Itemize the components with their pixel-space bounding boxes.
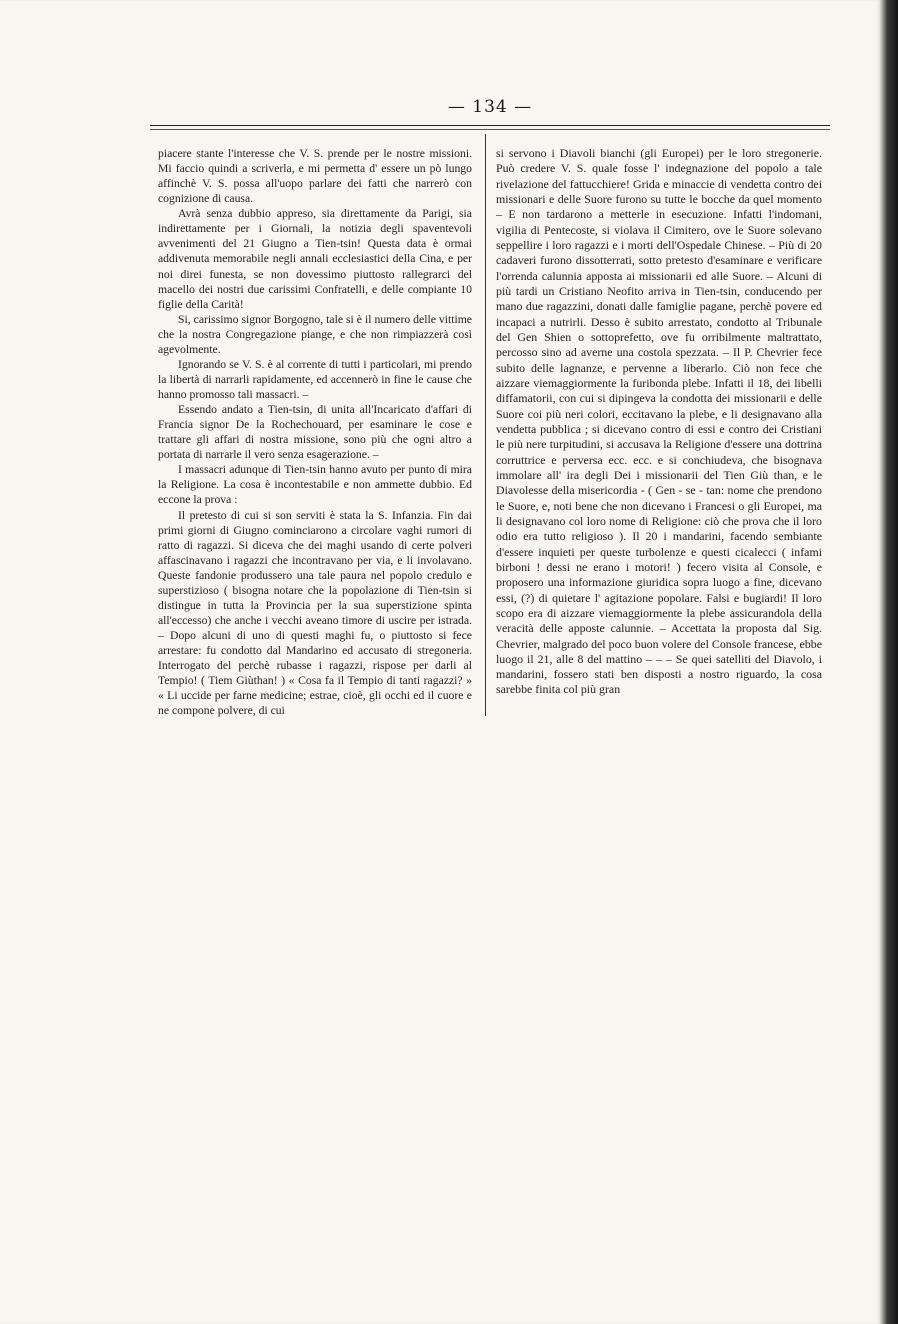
header-rule-thin: [150, 129, 830, 130]
paragraph: Il pretesto di cui si son serviti è stata la S. Infanzia. Fin dai primi giorni di Giugno cominciarono a circolare vaghi rumori di ratto di ragazzi. Si diceva che dei maghi usando di certe polveri affascinavano i ragazzi che incontravano per via, e li involavano. Queste fandonie produssero una tale paura nel popolo credulo e superstizioso ( bisogna notare che la popolazione di Tien-tsin si distingue in tutta la Provincia per la sua superstizione spinta all'eccesso) che anche i vecchi aveano timore di uscire per istrada. – Dopo alcuni di uno di questi maghi fu, o piuttosto si fece arrestare: fu condotto dal Mandarino ed accusato di stregoneria. Interrogato del perchè rubasse i ragazzi, rispose per darli al Tempio! ( Tiem Giùthan! ) « Cosa fa il Tempio di tanti ragazzi? » « Li uccide per farne medicine; estrae, cioè, gli occhi ed il cuore e ne compone polvere, di cui: [158, 508, 472, 718]
right-column: [496, 146, 822, 698]
page-header: [150, 97, 830, 125]
paragraph: Si, carissimo signor Borgogno, tale si è il numero delle vittime che la nostra Congregazione piange, e che non rimpiazzerà così agevolmente.: [158, 312, 472, 356]
paragraph: si servono i Diavoli bianchi (gli Europei) per le loro stregonerie. Può credere V. S. quale fosse l' indegnazione del popolo a tale rivelazione del fattucchiere! Grida e minaccie di vendetta contro dei missionari e delle Suore furono su tutte le bocche da quel momento – E non tardarono a metterle in esecuzione. Infatti l'indomani, vigilia di Pentecoste, si violava il Cimitero, ove le Suore solevano seppellire i loro ragazzi e i morti dell'Ospedale Chinese. – Più di 20 cadaveri furono dissotterrati, sotto pretesto d'esaminare e verificare l'orrenda calunnia apposta ai missionarii ed alle Suore. – Alcuni di più tardi un Cristiano Neofito arriva in Tien-tsin, conducendo per mano due ragazzini, donati dalle famiglie pagane, perchè povere ed incapaci a nutrirli. Desso è subito arrestato, condotto al Tribunale del Gen Shien o sottoprefetto, ove fu orribilmente maltrattato, percosso sino ad averne una costola spezzata. – Il P. Chevrier fece subito delle lagnanze, e pervenne a liberarlo. Ciò non fece che aizzare viemaggiormente la furibonda plebe. Infatti il 18, dei libelli diffamatorii, con cui si dipingeva la condotta dei missionarii e delle Suore coi più neri colori, eccitavano la plebe, e li designavano alla vendetta pubblica ; si dicevano contro di essi e contro dei Cristiani le più nere turpitudini, si accusava la Religione d'essere una dottrina corruttrice e perversa ecc. ecc. e si conchiudeva, che bisognava immolare all' ira degli Dei i missionarii del Tien Giù than, e le Diavolesse della misericordia - ( Gen - se - tan: nome che prendono le Suore, e, noti bene che non dicevano i Francesi o gli Europei, ma li designavano col loro nome di Religione: ciò che prova che il loro odio era tutto religioso ). Il 20 i mandarini, facendo sembiante d'essere inquieti per queste turbolenze e questi cicalecci ( infami birboni ! dessi ne erano i motori! ) fecero visita al Console, e proposero una informazione giuridica sopra luogo a fine, dicevano essi, (?) di quietare l' agitazione popolare. Falsi e bugiardi! Il loro scopo era di aizzare viemaggiormente la plebe assicurandola della veracità delle apposte calunnie. – Accettata la proposta dal Sig. Chevrier, malgrado del poco buon volere del Console francese, ebbe luogo il 21, alle 8 del mattino – – – Se quei satelliti del Diavolo, i mandarini, fossero stati ben disposti a nostro riguardo, la cosa sarebbe finita col più gran: [496, 146, 822, 697]
paragraph: piacere stante l'interesse che V. S. prende per le nostre missioni. Mi faccio quindi a scriverla, e mi permetta d' essere un pò lungo affinchè V. S. possa all'uopo parlare dei fatti che narrerò con cognizione di causa.: [158, 147, 472, 206]
paragraph: Essendo andato a Tien-tsin, di unita all'Incaricato d'affari di Francia signor De la Rochechouard, per esaminare le cose e trattare gli affari di nostra missione, sono più che ogni altro a portata di narrarle il vero senza esagerazione. –: [158, 403, 472, 462]
left-column: [158, 146, 472, 718]
paragraph: Avrà senza dubbio appreso, sia direttamente da Parigi, sia indirettamente per i Giornali, la notizia degli spaventevoli avvenimenti del 21 Giugno a Tien-tsin! Questa data è ormai addivenuta memorabile negli annali ecclesiastici della Cina, e per noi direi funesta, se non dovessimo piuttosto rallegrarci del macello dei nostri due carissimi Confratelli, e delle compiante 10 figlie della Carità!: [158, 207, 472, 311]
paragraph: I massacri adunque di Tien-tsin hanno avuto per punto di mira la Religione. La cosa è incontestabile e non ammette dubbio. Ed eccone la prova :: [158, 463, 472, 507]
column-divider: [485, 134, 486, 716]
page-number: — 134 —: [447, 97, 533, 117]
paragraph: Ignorando se V. S. è al corrente di tutti i particolari, mi prendo la libertà di narrarli rapidamente, ed accennerò in fine le cause che hanno promosso tali massacri. –: [158, 357, 472, 401]
page-edge-shadow: [880, 0, 898, 1324]
header-rule: [150, 125, 830, 126]
